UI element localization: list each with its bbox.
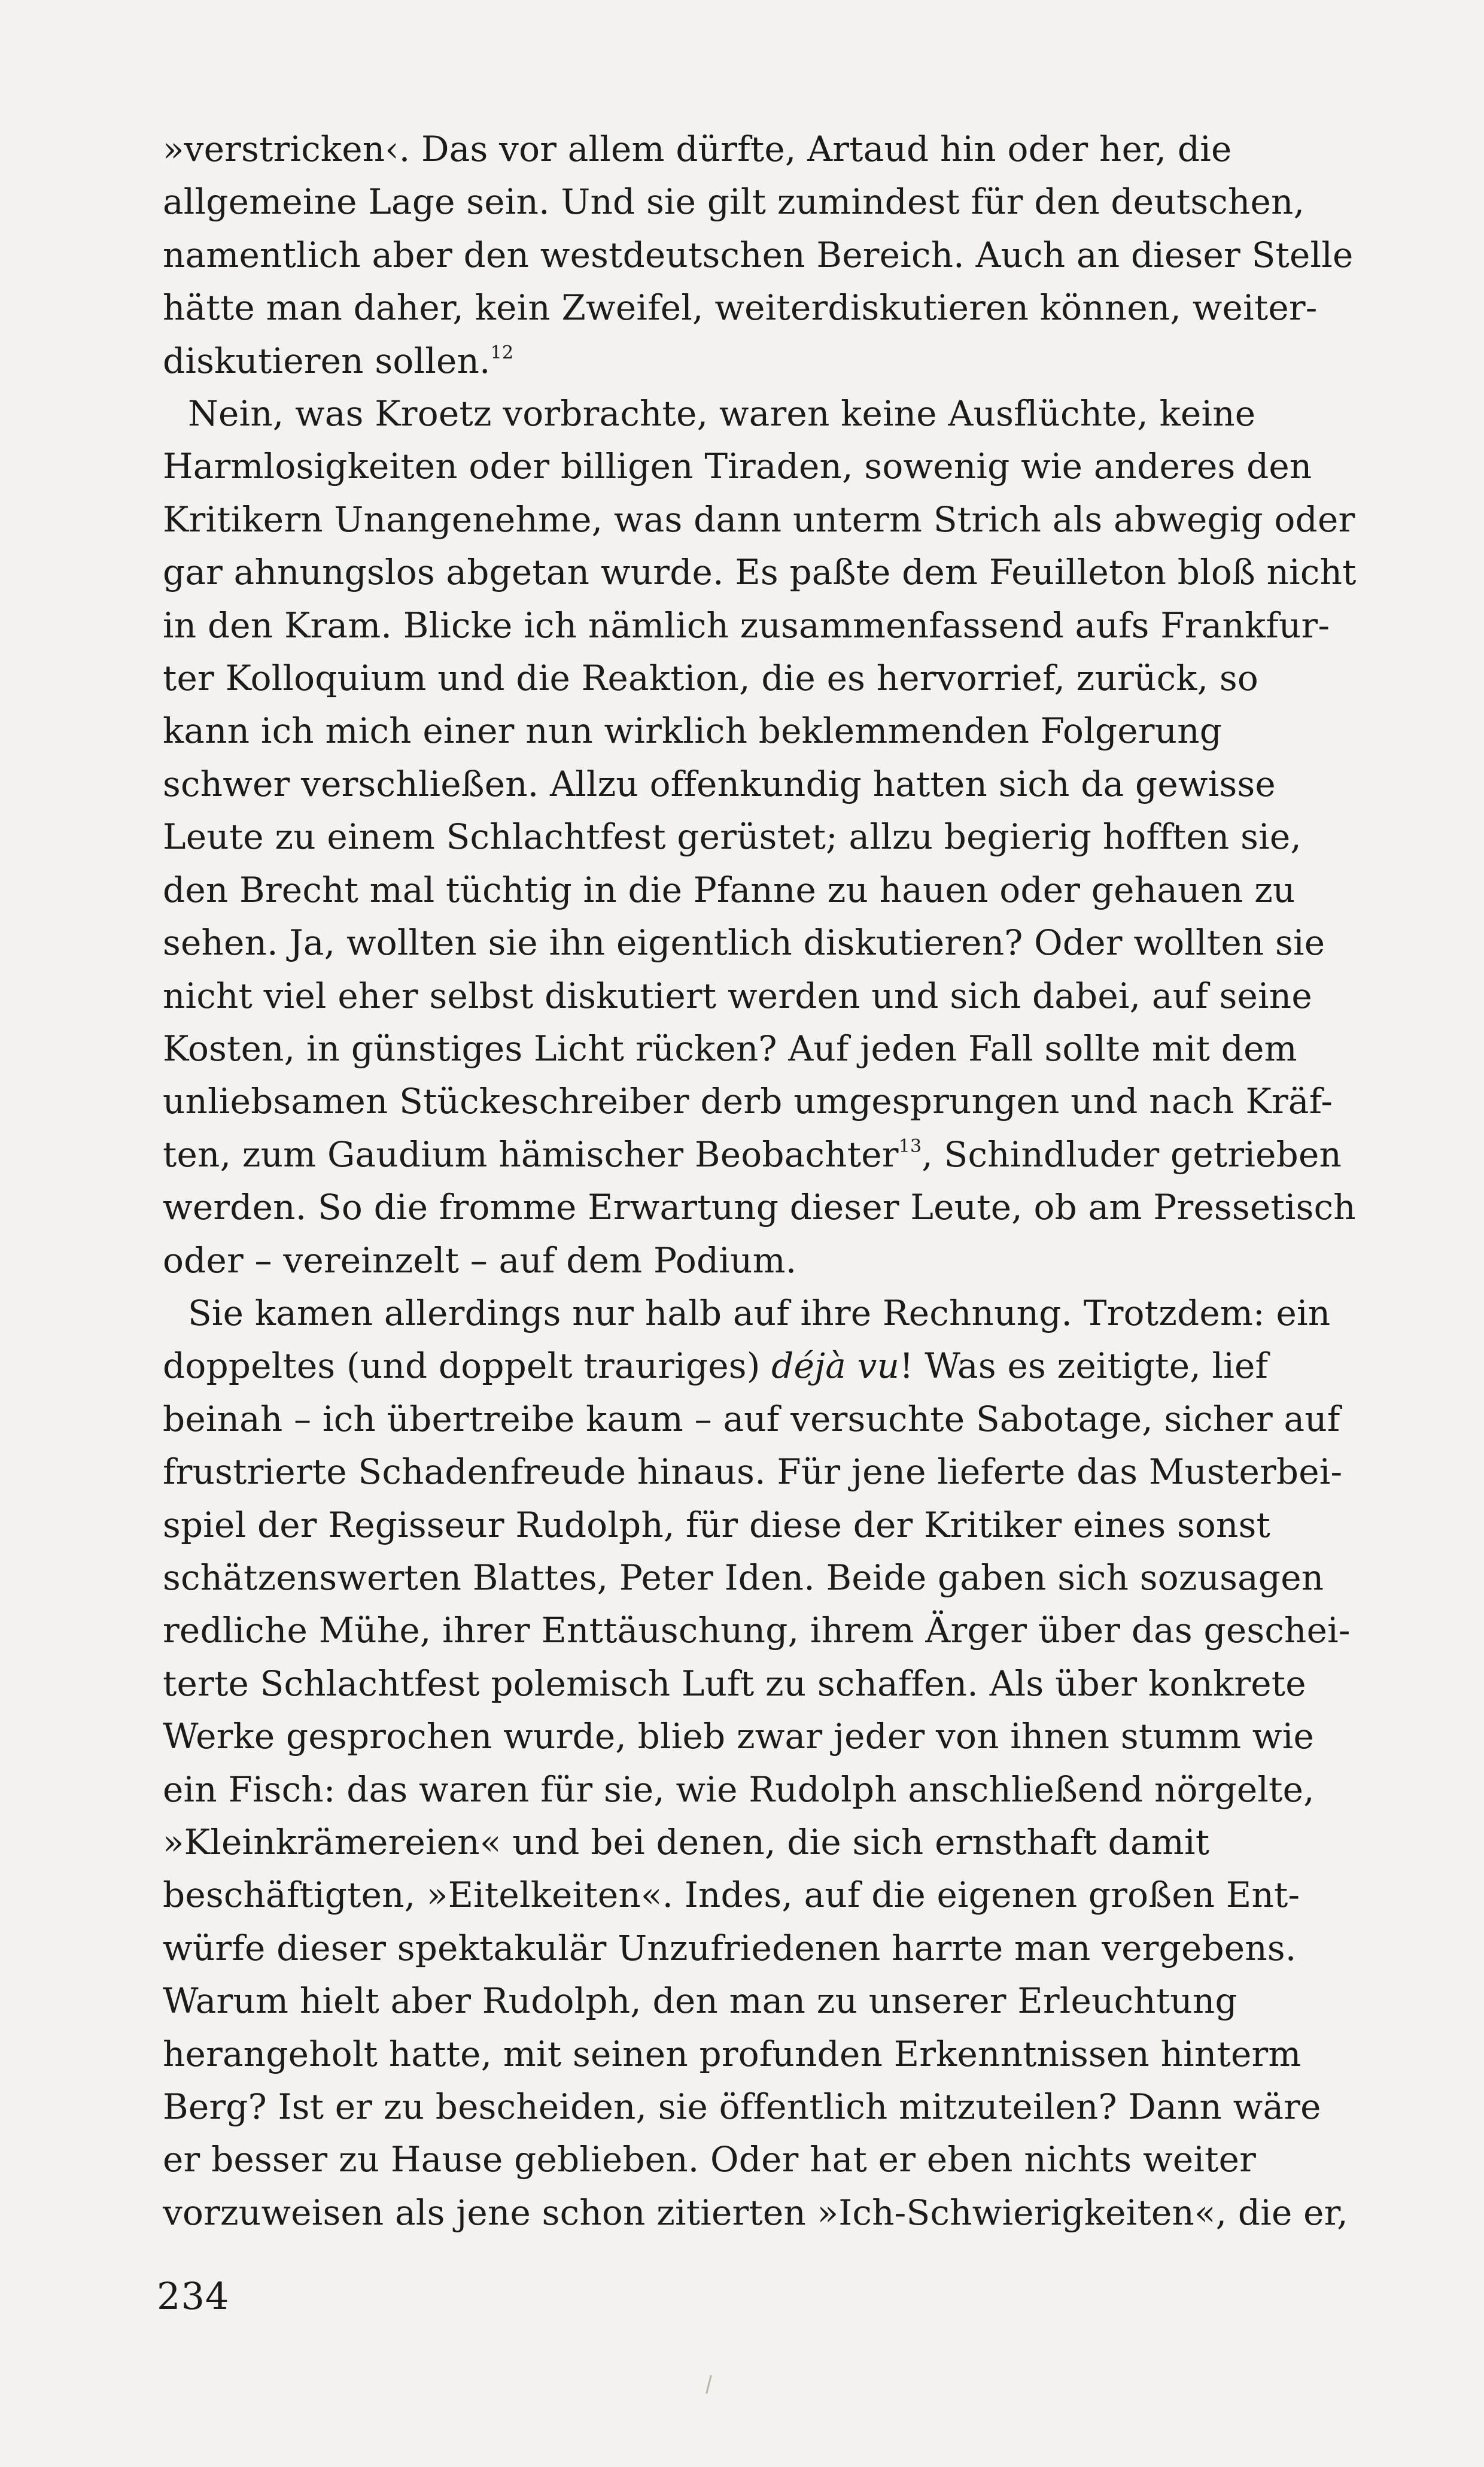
text-line: ter Kolloquium und die Reaktion, die es hervorrief, zurück, so: [163, 658, 1258, 699]
text-line: Sie kamen allerdings nur halb auf ihre Rechnung. Trotzdem: ein: [188, 1292, 1331, 1333]
text-line: Leute zu einem Schlachtfest gerüstet; allzu begierig hofften sie,: [163, 816, 1301, 858]
text-line: schwer verschließen. Allzu offenkundig hatten sich da gewisse: [163, 763, 1276, 804]
paragraph-1: [163, 123, 1392, 387]
text-line: vorzuweisen als jene schon zitierten »Ich-Schwierigkeiten«, die er,: [163, 2192, 1348, 2233]
text-line: beinah – ich übertreibe kaum – auf versuchte Sabotage, sicher auf: [163, 1398, 1340, 1439]
text-line: »Kleinkrämereien« und bei denen, die sich ernsthaft damit: [163, 1822, 1210, 1863]
paragraph-2: [163, 387, 1392, 1287]
footnote-reference: 12: [490, 342, 514, 363]
text-line: Berg? Ist er zu bescheiden, sie öffentlich mitzuteilen? Dann wäre: [163, 2086, 1321, 2128]
text-line: sehen. Ja, wollten sie ihn eigentlich diskutieren? Oder wollten sie: [163, 922, 1325, 964]
text-line: kann ich mich einer nun wirklich beklemmenden Folgerung: [163, 710, 1223, 752]
italic-phrase: déjà vu: [771, 1345, 900, 1387]
text-line: Warum hielt aber Rudolph, den man zu unserer Erleuchtung: [163, 1980, 1237, 2022]
text-line: ten, zum Gaudium hämischer Beobachter: [163, 1134, 899, 1175]
scan-speck: [705, 2375, 712, 2394]
text-line: hätte man daher, kein Zweifel, weiterdiskutieren können, weiter-: [163, 287, 1318, 329]
text-line: nicht viel eher selbst diskutiert werden und sich dabei, auf seine: [163, 975, 1312, 1016]
text-line: frustrierte Schadenfreude hinaus. Für jene lieferte das Musterbei-: [163, 1451, 1343, 1493]
text-line: redliche Mühe, ihrer Enttäuschung, ihrem Ärger über das geschei-: [163, 1610, 1351, 1651]
text-line: schätzenswerten Blattes, Peter Iden. Beide gaben sich sozusagen: [163, 1557, 1324, 1598]
text-fragment: doppeltes (und doppelt trauriges): [163, 1345, 772, 1387]
text-line: werden. So die fromme Erwartung dieser Leute, ob am Pressetisch: [163, 1187, 1356, 1228]
text-line: Harmlosigkeiten oder billigen Tiraden, sowenig wie anderes den: [163, 446, 1312, 487]
text-line: spiel der Regisseur Rudolph, für diese der Kritiker eines sonst: [163, 1504, 1271, 1545]
text-line: ein Fisch: das waren für sie, wie Rudolph anschließend nörgelte,: [163, 1769, 1315, 1810]
text-line: Werke gesprochen wurde, blieb zwar jeder von ihnen stumm wie: [163, 1716, 1315, 1757]
text-line: er besser zu Hause geblieben. Oder hat er eben nichts weiter: [163, 2139, 1257, 2180]
text-fragment: , Schindluder getrieben: [922, 1134, 1342, 1175]
text-line: allgemeine Lage sein. Und sie gilt zumindest für den deutschen,: [163, 181, 1305, 223]
text-line: Nein, was Kroetz vorbrachte, waren keine Ausflüchte, keine: [188, 393, 1256, 435]
paragraph-3: [163, 1287, 1392, 2239]
text-line: herangeholt hatte, mit seinen profunden Erkenntnissen hinterm: [163, 2033, 1301, 2074]
text-line: in den Kram. Blicke ich nämlich zusammenfassend aufs Frankfur-: [163, 604, 1330, 646]
text-line: unliebsamen Stückeschreiber derb umgesprungen und nach Kräf-: [163, 1081, 1333, 1122]
text-line: oder – vereinzelt – auf dem Podium.: [163, 1239, 797, 1281]
text-line: den Brecht mal tüchtig in die Pfanne zu hauen oder gehauen zu: [163, 869, 1296, 910]
text-line: »verstricken‹. Das vor allem dürfte, Artaud hin oder her, die: [163, 129, 1232, 169]
body-text: [163, 123, 1392, 2239]
text-fragment: ! Was es zeitigte, lief: [899, 1345, 1269, 1387]
text-line: terte Schlachtfest polemisch Luft zu schaffen. Als über konkrete: [163, 1663, 1306, 1704]
text-line: diskutieren sollen.: [163, 340, 491, 381]
text-line: namentlich aber den westdeutschen Bereich. Auch an dieser Stelle: [163, 234, 1354, 275]
footnote-reference: 13: [898, 1135, 922, 1157]
text-line: würfe dieser spektakulär Unzufriedenen harrte man vergebens.: [163, 1927, 1297, 1968]
text-line: gar ahnungslos abgetan wurde. Es paßte dem Feuilleton bloß nicht: [163, 552, 1357, 593]
text-line: Kosten, in günstiges Licht rücken? Auf jeden Fall sollte mit dem: [163, 1028, 1297, 1069]
text-line: beschäftigten, »Eitelkeiten«. Indes, auf die eigenen großen Ent-: [163, 1874, 1300, 1916]
text-line: Kritikern Unangenehme, was dann unterm Strich als abwegig oder: [163, 499, 1355, 540]
page-number: 234: [157, 2274, 230, 2318]
